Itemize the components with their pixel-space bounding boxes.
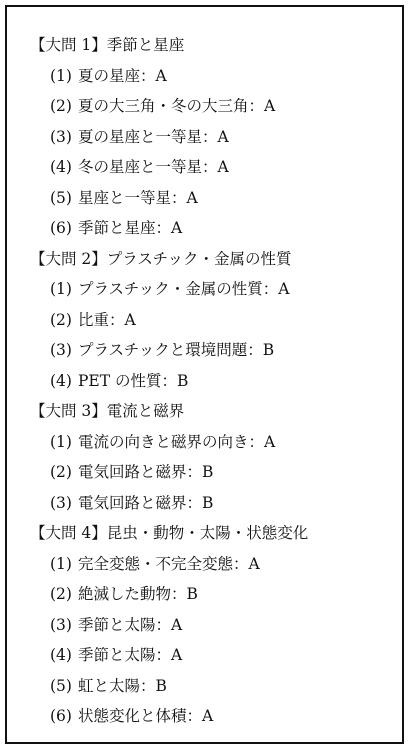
item-number: (2): [50, 585, 72, 603]
list-item: [30, 427, 405, 458]
list-item: [30, 213, 405, 244]
item-text: 比重：A: [78, 310, 136, 329]
list-item: [30, 366, 405, 397]
item-number: (2): [50, 97, 72, 115]
item-text: 完全変態・不完全変態：A: [78, 554, 260, 573]
item-number: (3): [50, 493, 72, 512]
list-item: [30, 640, 405, 671]
item-text: プラスチック・金属の性質：A: [78, 280, 290, 298]
list-item: [30, 274, 405, 305]
item-number: (6): [50, 219, 72, 237]
item-text: プラスチックと環境問題：B: [78, 341, 275, 359]
list-item: [30, 610, 405, 641]
item-text: 夏の星座：A: [78, 66, 167, 85]
list-item: [30, 457, 405, 488]
item-number: (3): [50, 341, 72, 359]
item-number: (1): [50, 432, 72, 451]
item-number: (6): [50, 707, 72, 725]
section-title: 【大問 2】プラスチック・金属の性質: [30, 249, 292, 268]
list-item: [30, 579, 405, 610]
item-text: 季節と太陽：A: [78, 646, 183, 664]
item-text: 季節と太陽：A: [78, 615, 183, 634]
item-text: 夏の大三角・冬の大三角：A: [78, 97, 276, 115]
item-text: 電気回路と磁界：B: [78, 493, 214, 512]
item-number: (3): [50, 615, 72, 634]
item-text: 虹と太陽：B: [78, 676, 167, 695]
item-text: 星座と一等星：A: [78, 188, 198, 207]
list-item: [30, 305, 405, 336]
section-title: 【大問 3】電流と磁界: [30, 402, 185, 420]
item-number: (2): [50, 463, 72, 481]
item-number: (3): [50, 127, 72, 146]
list-item: [30, 488, 405, 519]
section-title: 【大問 1】季節と星座: [30, 36, 185, 54]
item-text: 冬の星座と一等星：A: [78, 158, 229, 176]
list-item: [30, 549, 405, 580]
item-number: (1): [50, 66, 72, 85]
list-item: [30, 701, 405, 732]
list-item: [30, 61, 405, 92]
list-item: [30, 335, 405, 366]
section-title: 【大問 4】昆虫・動物・太陽・状態変化: [30, 524, 309, 542]
item-number: (4): [50, 371, 72, 390]
question-list: [30, 30, 405, 732]
item-text: 絶滅した動物：B: [78, 585, 198, 603]
list-item: [30, 671, 405, 702]
item-number: (1): [50, 280, 72, 298]
item-number: (4): [50, 158, 72, 176]
list-item: [30, 91, 405, 122]
item-text: 電気回路と磁界：B: [78, 463, 214, 481]
item-text: 夏の星座と一等星：A: [78, 127, 229, 146]
item-number: (1): [50, 554, 72, 573]
item-text: 状態変化と体積：A: [78, 707, 214, 725]
item-number: (4): [50, 646, 72, 664]
item-number: (5): [50, 676, 72, 695]
list-item: [30, 152, 405, 183]
list-item: [30, 122, 405, 153]
item-text: 季節と星座：A: [78, 219, 183, 237]
item-text: 電流の向きと磁界の向き：A: [78, 432, 276, 451]
list-item: [30, 183, 405, 214]
item-text: PET の性質：B: [78, 371, 189, 390]
item-number: (5): [50, 188, 72, 207]
item-number: (2): [50, 310, 72, 329]
